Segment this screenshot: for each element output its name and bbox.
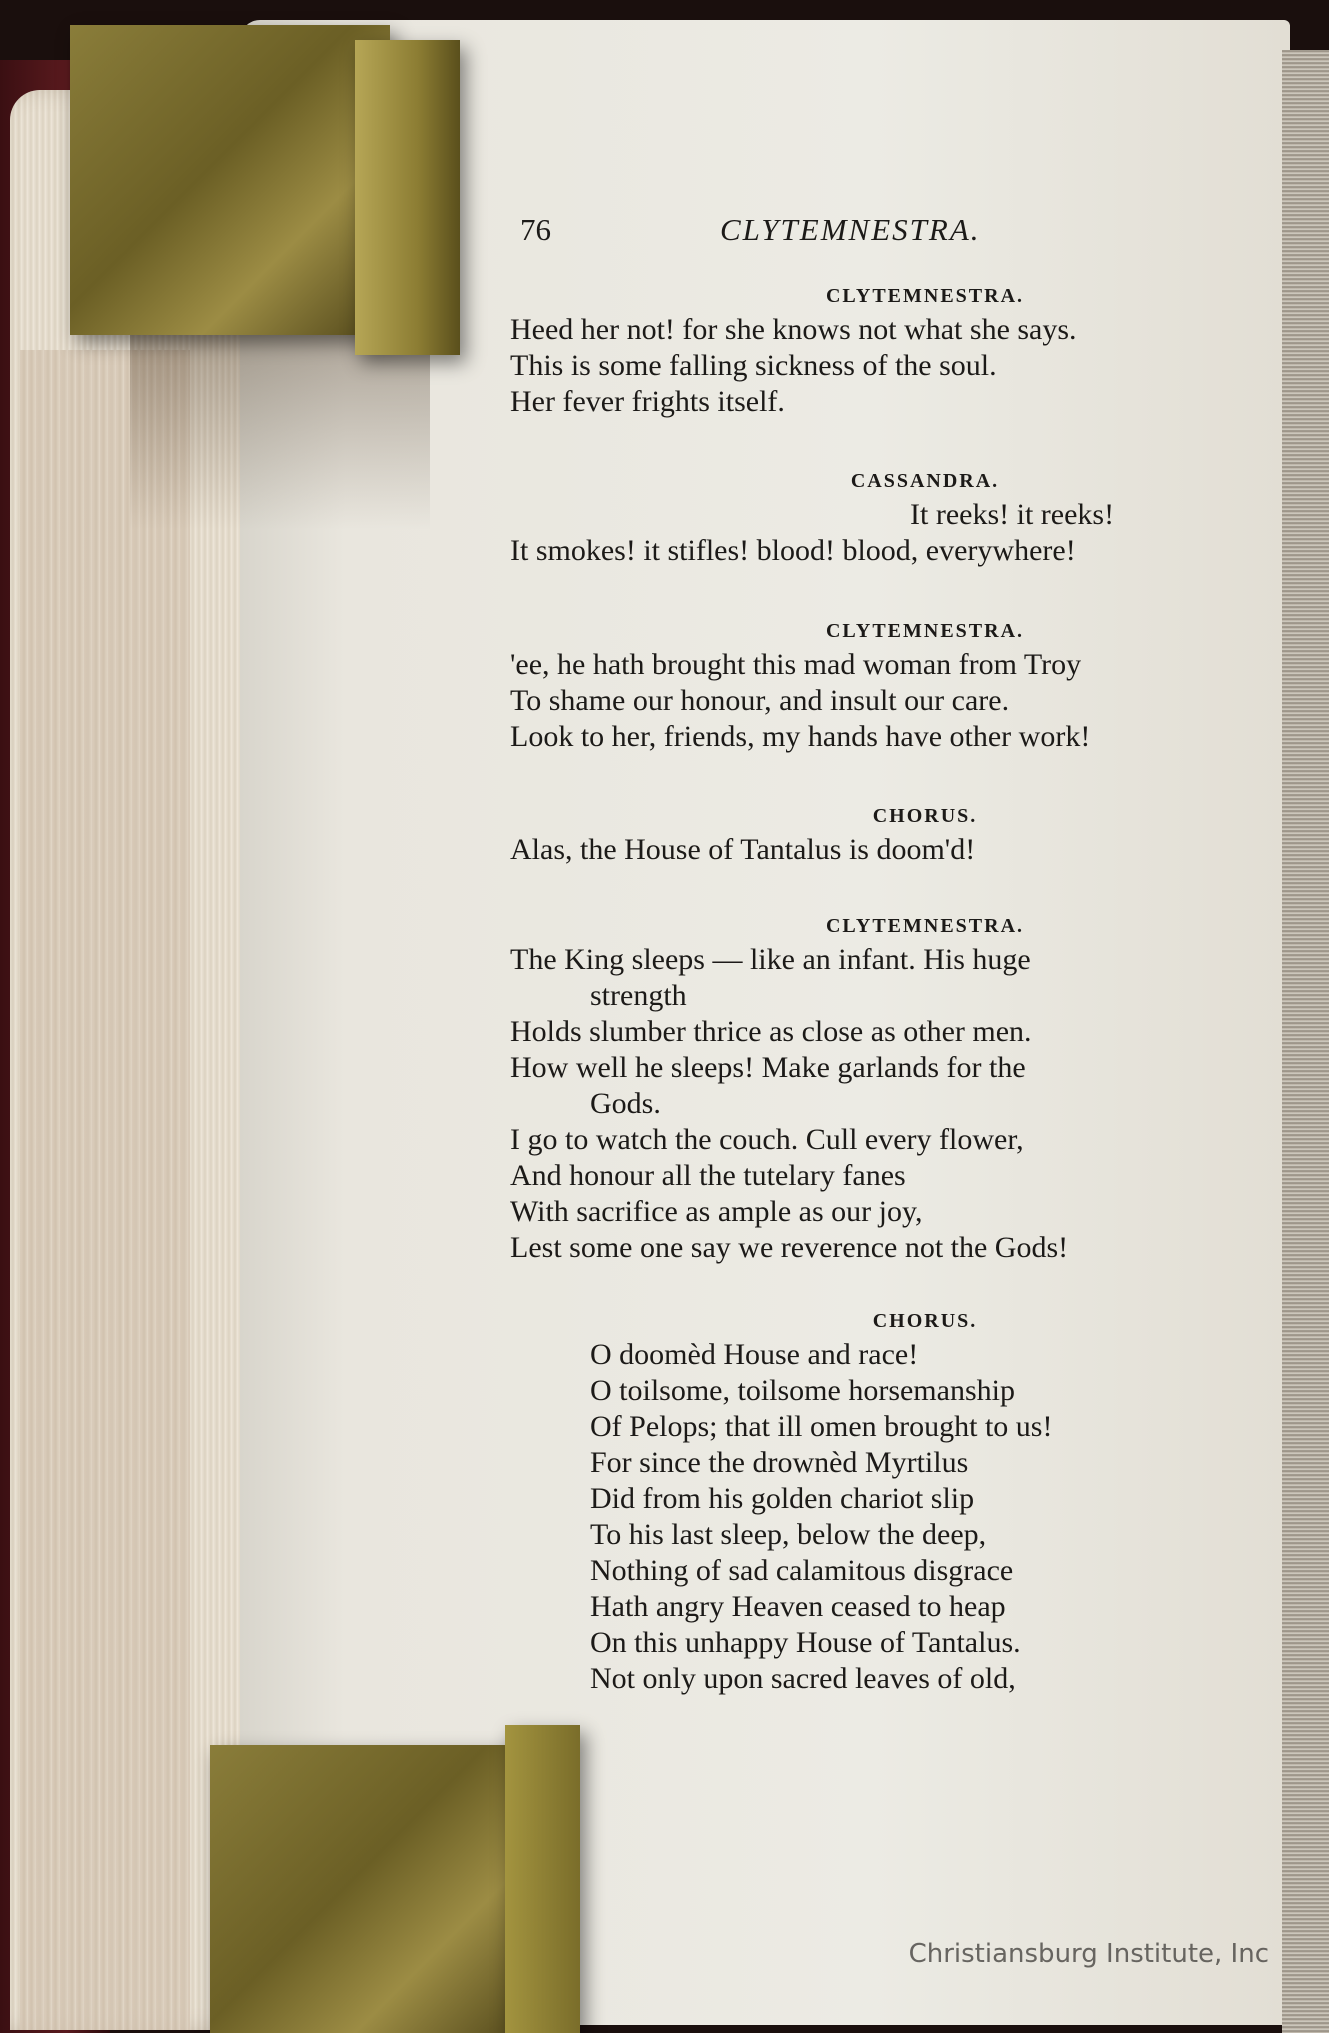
verse-line: With sacrifice as ample as our joy, [510,1195,923,1228]
verse-line: Gods. [590,1087,661,1120]
top-page-clip [70,25,390,335]
verse-line: I go to watch the couch. Cull every flower, [510,1123,1024,1156]
verse-line: This is some falling sickness of the soul. [510,349,997,382]
page-fore-edge [20,350,190,2030]
bottom-page-clip-side [505,1725,580,2033]
watermark: Christiansburg Institute, Inc [908,1939,1269,1969]
verse-line: strength [590,979,687,1012]
verse-line: Of Pelops; that ill omen brought to us! [590,1410,1053,1443]
verse-line: To his last sleep, below the deep, [590,1518,987,1551]
speech-clytemnestra-3 [510,915,1280,1266]
speaker-label: CLYTEMNESTRA. [825,620,1025,642]
verse-line: For since the drownèd Myrtilus [590,1446,969,1479]
verse-line: Nothing of sad calamitous disgrace [590,1554,1014,1587]
verse-line: Did from his golden chariot slip [590,1482,975,1515]
speaker-label: CLYTEMNESTRA. [825,915,1025,937]
speaker-label: CLYTEMNESTRA. [825,285,1025,307]
verse-line: Hath angry Heaven ceased to heap [590,1590,1006,1623]
verse-line: To shame our honour, and insult our care. [510,684,1010,717]
verse-line: It reeks! it reeks! [910,498,1115,531]
verse-line: And honour all the tutelary fanes [510,1159,906,1192]
page-text [500,0,1290,1760]
verse-line: How well he sleeps! Make garlands for the [510,1051,1026,1084]
bottom-page-clip [210,1745,540,2033]
speech-clytemnestra-2 [510,620,1280,755]
verse-line: O doomèd House and race! [590,1338,919,1371]
speaker-label: CASSANDRA. [850,470,1000,492]
verse-line: Heed her not! for she knows not what she says. [510,313,1077,346]
speech-cassandra [510,470,1280,569]
verse-line: Alas, the House of Tantalus is doom'd! [510,833,976,866]
speech-chorus-2 [510,1310,1280,1697]
speech-clytemnestra-1 [510,285,1280,420]
running-head [520,212,1260,252]
top-page-clip-side [355,40,460,355]
verse-line: The King sleeps — like an infant. His huge [510,943,1031,976]
verse-line: Lest some one say we reverence not the Gods! [510,1231,1069,1264]
verse-line: O toilsome, toilsome horsemanship [590,1374,1015,1407]
speech-chorus-1 [510,805,1280,868]
speaker-label: CHORUS. [872,805,978,827]
verse-line: Her fever frights itself. [510,385,785,418]
header-title: CLYTEMNESTRA. [720,212,981,247]
verse-line: On this unhappy House of Tantalus. [590,1626,1021,1659]
verse-line: Holds slumber thrice as close as other men. [510,1015,1032,1048]
speaker-label: CHORUS. [872,1310,978,1332]
verse-line: 'ee, he hath brought this mad woman from Troy [510,648,1082,681]
verse-line: Not only upon sacred leaves of old, [590,1662,1016,1695]
verse-line: Look to her, friends, my hands have other work! [510,720,1091,753]
page-number: 76 [520,212,551,247]
verse-line: It smokes! it stifles! blood! blood, everywhere! [510,534,1076,567]
clip-shadow [130,330,430,530]
